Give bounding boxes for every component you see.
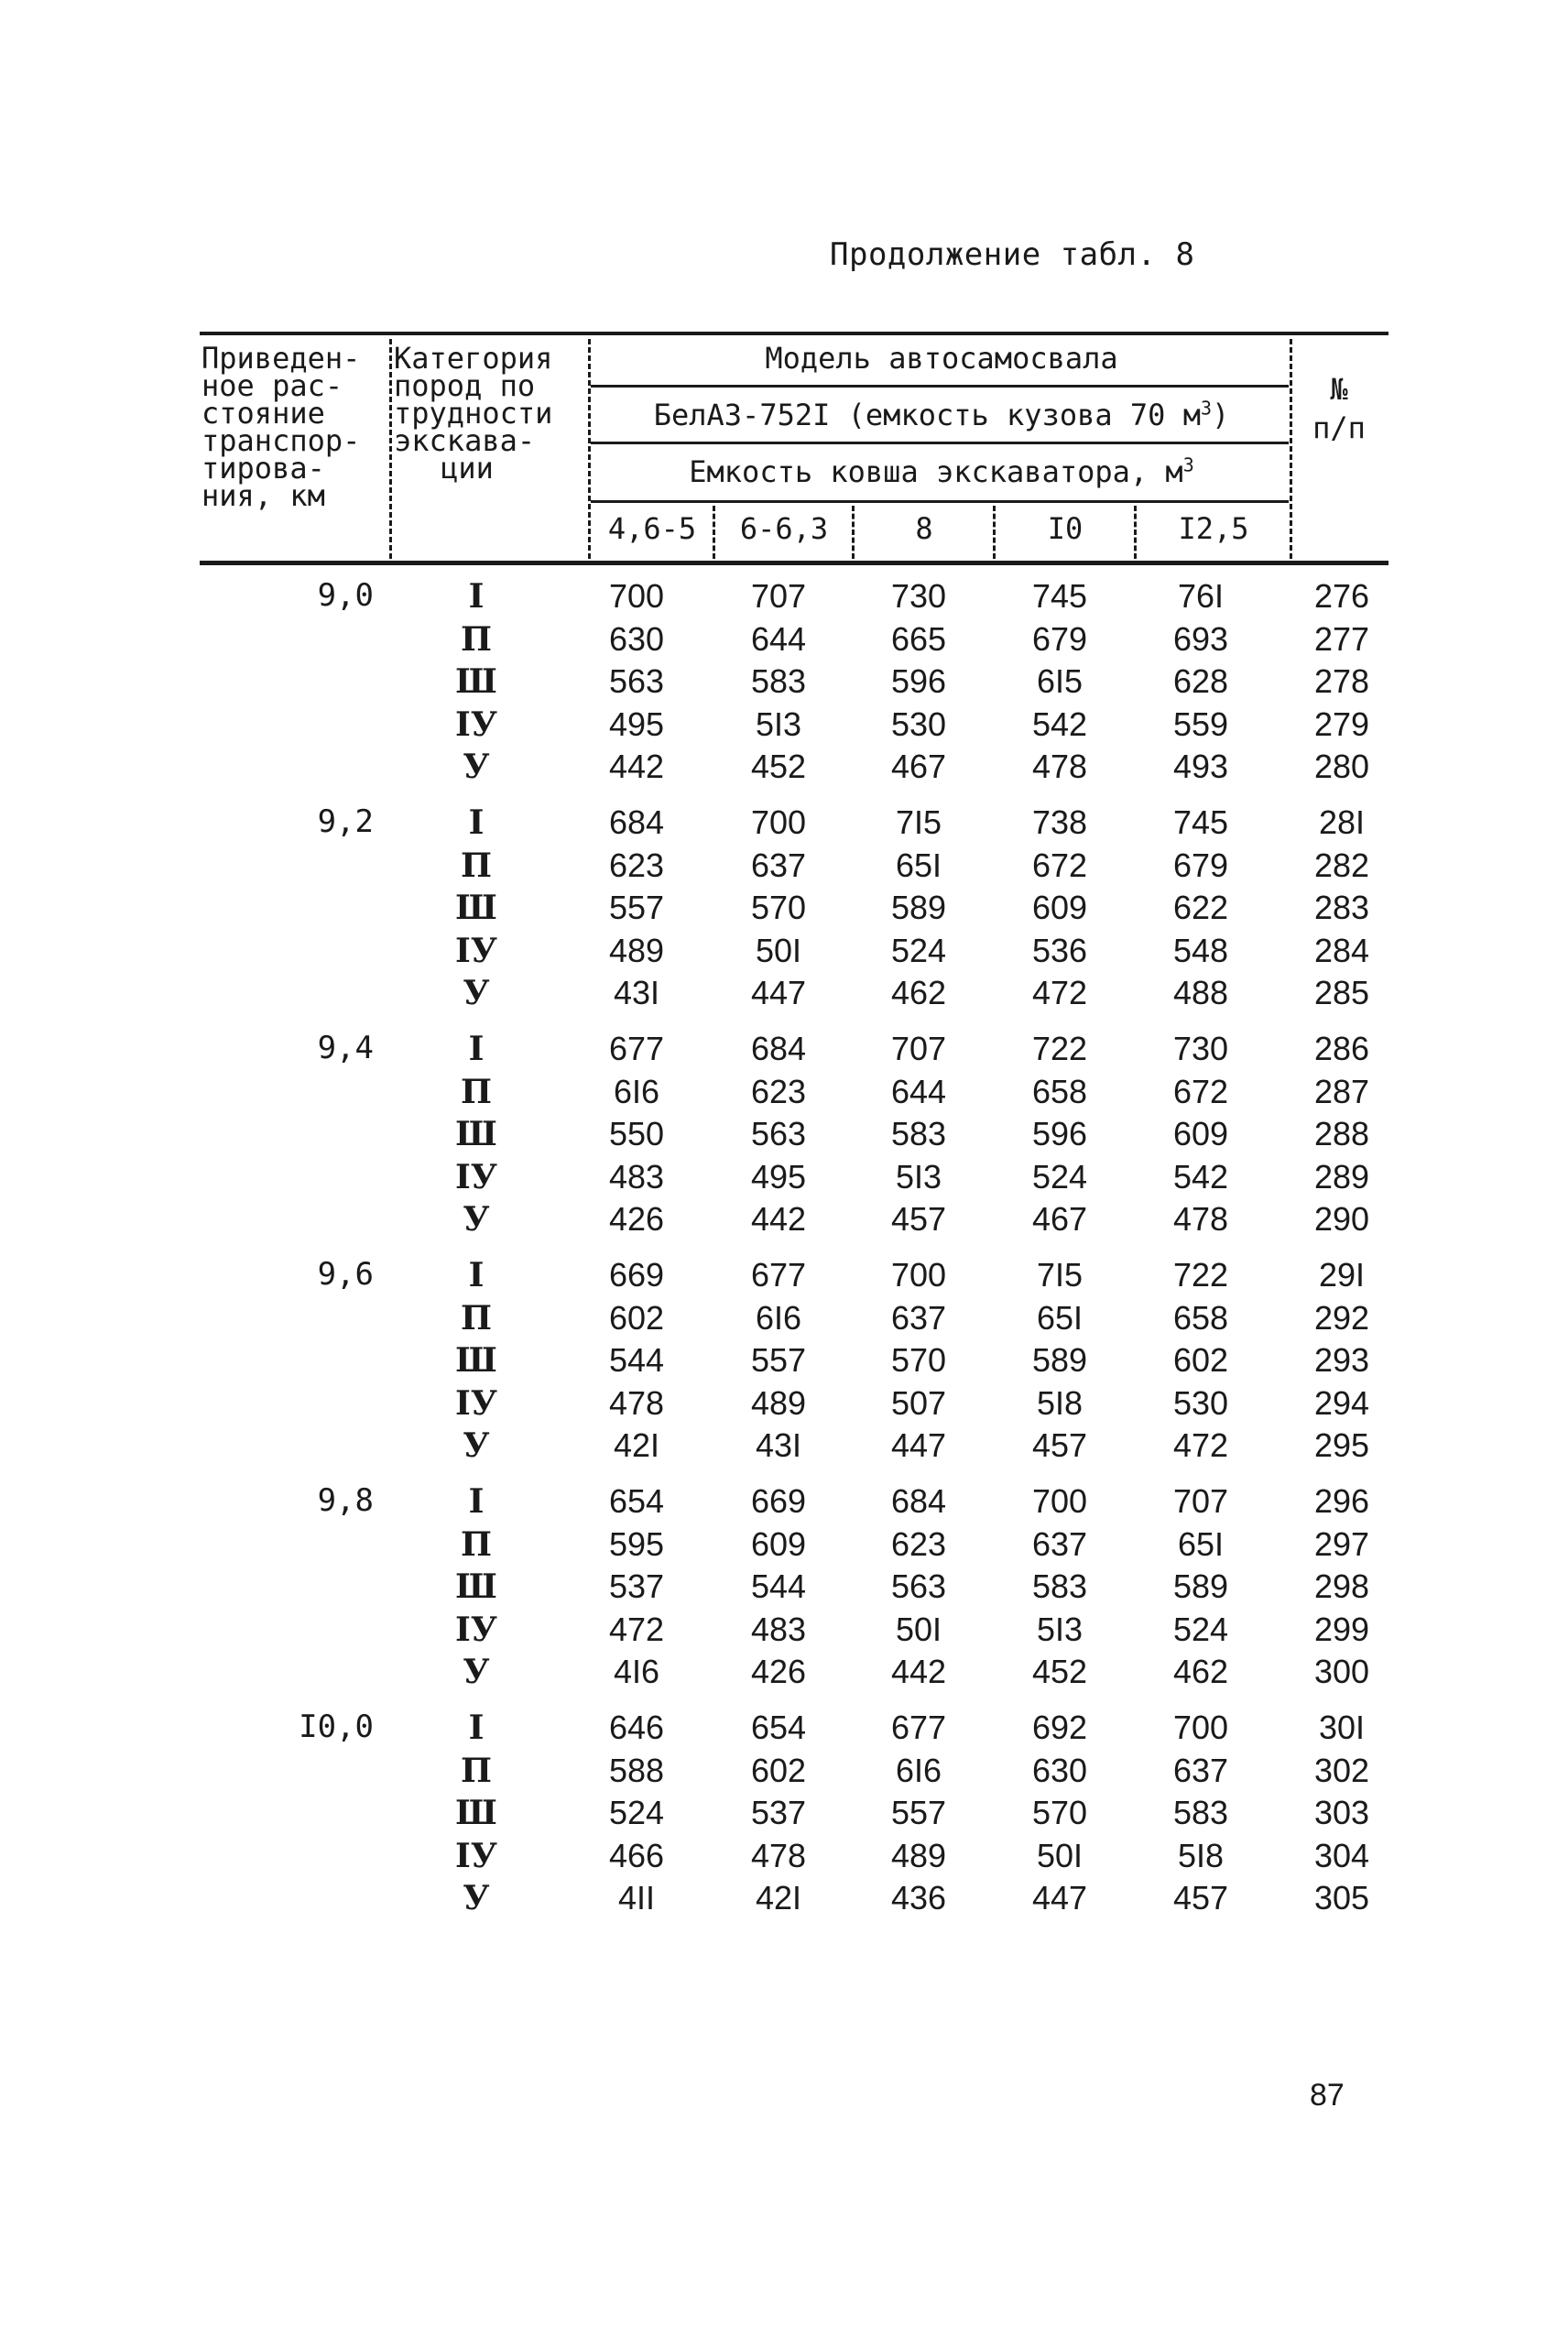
- header-distance-line: ния, км: [201, 478, 325, 513]
- table-row: [0, 1426, 1568, 1469]
- header-truck-close: ): [1212, 398, 1230, 432]
- value-cell: 745: [1172, 803, 1229, 841]
- category-value: IУ: [454, 1610, 498, 1649]
- value-cell: 4II: [617, 1879, 656, 1916]
- row-number: 30I: [1318, 1709, 1366, 1746]
- table-row: [0, 1256, 1568, 1299]
- table-row: [0, 1709, 1568, 1752]
- row-number: 277: [1313, 619, 1370, 658]
- header-bucket-label: Емкость ковша экскаватора, м: [689, 454, 1183, 489]
- value-cell: 42I: [755, 1879, 802, 1916]
- value-cell: 5I3: [1036, 1610, 1083, 1648]
- row-number: 288: [1313, 1115, 1370, 1152]
- row-number: 304: [1313, 1836, 1370, 1874]
- category-value: П: [461, 1298, 492, 1338]
- row-number: 298: [1313, 1567, 1370, 1605]
- table-caption: Продолжение табл. 8: [830, 236, 1195, 273]
- table-body: [0, 577, 1568, 1935]
- model-rule: [591, 385, 1289, 388]
- value-cell: 442: [890, 1653, 947, 1690]
- value-cell: 467: [1031, 1200, 1088, 1238]
- value-cell: 542: [1031, 704, 1088, 743]
- category-value: У: [463, 974, 490, 1012]
- value-cell: 658: [1031, 1072, 1088, 1110]
- header-distance-line: транспор-: [201, 423, 361, 458]
- value-cell: 602: [750, 1751, 807, 1789]
- header-bucket: [593, 453, 1290, 489]
- value-cell: 489: [750, 1383, 807, 1422]
- table-row: [0, 1525, 1568, 1568]
- value-cell: 472: [1031, 974, 1088, 1011]
- value-cell: 609: [750, 1524, 807, 1563]
- row-number: 278: [1313, 662, 1370, 700]
- value-cell: 50I: [755, 931, 802, 969]
- header-number: [1293, 372, 1385, 445]
- distance-value: 9,4: [317, 1030, 374, 1066]
- header-truck-sup: 3: [1200, 397, 1212, 420]
- value-cell: 462: [890, 974, 947, 1011]
- bucket-sep-2: [852, 506, 855, 559]
- value-cell: 646: [608, 1709, 665, 1746]
- value-cell: 466: [608, 1836, 665, 1874]
- table-row: [0, 1200, 1568, 1243]
- category-value: I: [468, 1030, 485, 1068]
- value-cell: 658: [1172, 1298, 1229, 1337]
- value-cell: 457: [890, 1200, 947, 1238]
- value-cell: 570: [1031, 1794, 1088, 1831]
- distance-value: 9,6: [317, 1256, 374, 1293]
- value-cell: 483: [750, 1610, 807, 1648]
- value-cell: 622: [1172, 889, 1229, 926]
- value-cell: 672: [1172, 1072, 1229, 1110]
- value-cell: 4I6: [613, 1653, 660, 1690]
- value-cell: 536: [1031, 931, 1088, 969]
- value-cell: 589: [1031, 1341, 1088, 1379]
- row-number: 285: [1313, 974, 1370, 1011]
- value-cell: 707: [890, 1030, 947, 1067]
- value-cell: 589: [890, 889, 947, 926]
- header-distance-line: стояние: [201, 396, 325, 431]
- value-cell: 436: [890, 1879, 947, 1916]
- table-row: [0, 1073, 1568, 1116]
- value-cell: 457: [1031, 1426, 1088, 1464]
- row-number: 282: [1313, 846, 1370, 884]
- table-row: [0, 748, 1568, 791]
- table-row: [0, 1158, 1568, 1201]
- value-cell: 609: [1031, 889, 1088, 926]
- value-cell: 467: [890, 748, 947, 785]
- value-cell: 483: [608, 1157, 665, 1196]
- value-cell: 524: [1031, 1157, 1088, 1196]
- header-distance-line: ное рас-: [201, 368, 343, 403]
- value-cell: 524: [608, 1794, 665, 1831]
- value-cell: 602: [1172, 1341, 1229, 1379]
- value-cell: 589: [1172, 1567, 1229, 1605]
- table-row: [0, 803, 1568, 846]
- table-row: [0, 932, 1568, 975]
- value-cell: 43I: [755, 1426, 802, 1464]
- value-cell: 596: [890, 662, 947, 700]
- category-value: IУ: [454, 704, 498, 744]
- category-value: П: [461, 619, 492, 659]
- value-cell: 478: [1172, 1200, 1229, 1238]
- bucket-size: I2,5: [1178, 511, 1249, 546]
- row-number: 305: [1313, 1879, 1370, 1916]
- row-number: 286: [1313, 1030, 1370, 1067]
- category-value: IУ: [454, 931, 498, 970]
- value-cell: 679: [1031, 619, 1088, 658]
- category-value: Ш: [455, 1567, 497, 1606]
- value-cell: 6I6: [613, 1072, 660, 1110]
- value-cell: 488: [1172, 974, 1229, 1011]
- value-cell: 637: [750, 846, 807, 884]
- header-category-line: пород по: [394, 368, 536, 403]
- value-cell: 707: [1172, 1482, 1229, 1520]
- value-cell: 722: [1031, 1030, 1088, 1067]
- row-number: 300: [1313, 1653, 1370, 1690]
- value-cell: 559: [1172, 704, 1229, 743]
- value-cell: 684: [750, 1030, 807, 1067]
- value-cell: 447: [890, 1426, 947, 1464]
- value-cell: 65I: [1177, 1524, 1225, 1563]
- row-number: 290: [1313, 1200, 1370, 1238]
- value-cell: 700: [608, 577, 665, 615]
- header-category-line: Категория: [394, 341, 553, 376]
- value-cell: 596: [1031, 1115, 1088, 1152]
- distance-group: [0, 577, 1568, 803]
- category-value: Ш: [455, 1794, 497, 1832]
- row-number: 276: [1313, 577, 1370, 615]
- table-row: [0, 662, 1568, 705]
- row-number: 28I: [1318, 803, 1366, 841]
- header-category-line: ции: [441, 451, 494, 486]
- value-cell: 583: [890, 1115, 947, 1152]
- value-cell: 602: [608, 1298, 665, 1337]
- value-cell: 700: [1172, 1709, 1229, 1746]
- value-cell: 684: [608, 803, 665, 841]
- value-cell: 700: [750, 803, 807, 841]
- row-number: 29I: [1318, 1256, 1366, 1294]
- category-value: I: [468, 1482, 485, 1521]
- category-value: IУ: [454, 1383, 498, 1423]
- value-cell: 563: [890, 1567, 947, 1605]
- header-distance: [201, 341, 385, 513]
- row-number: 289: [1313, 1157, 1370, 1196]
- category-value: IУ: [454, 1157, 498, 1196]
- value-cell: 457: [1172, 1879, 1229, 1916]
- row-number: 293: [1313, 1341, 1370, 1379]
- value-cell: 489: [608, 931, 665, 969]
- category-value: У: [463, 1653, 490, 1691]
- table-row: [0, 846, 1568, 890]
- row-number: 294: [1313, 1383, 1370, 1422]
- distance-group: [0, 1482, 1568, 1709]
- table-row: [0, 889, 1568, 932]
- row-number: 284: [1313, 931, 1370, 969]
- value-cell: 738: [1031, 803, 1088, 841]
- value-cell: 677: [890, 1709, 947, 1746]
- value-cell: 707: [750, 577, 807, 615]
- value-cell: 462: [1172, 1653, 1229, 1690]
- header-bottom-rule: [200, 561, 1388, 565]
- value-cell: 478: [608, 1383, 665, 1422]
- value-cell: 42I: [613, 1426, 660, 1464]
- category-value: Ш: [455, 662, 497, 701]
- value-cell: 557: [750, 1341, 807, 1379]
- value-cell: 630: [1031, 1751, 1088, 1789]
- value-cell: 730: [1172, 1030, 1229, 1067]
- table-row: [0, 1879, 1568, 1922]
- value-cell: 570: [890, 1341, 947, 1379]
- category-value: П: [461, 1751, 492, 1790]
- distance-group: [0, 1709, 1568, 1935]
- value-cell: 669: [608, 1256, 665, 1294]
- value-cell: 644: [890, 1072, 947, 1110]
- category-value: Ш: [455, 1115, 497, 1153]
- table-header: [0, 0, 1568, 586]
- row-number: 280: [1313, 748, 1370, 785]
- value-cell: 6I5: [1036, 662, 1083, 700]
- value-cell: 700: [1031, 1482, 1088, 1520]
- row-number: 295: [1313, 1426, 1370, 1464]
- table-row: [0, 1030, 1568, 1073]
- bucket-size: 6-6,3: [739, 511, 829, 546]
- value-cell: 472: [1172, 1426, 1229, 1464]
- value-cell: 7I5: [1036, 1256, 1083, 1294]
- value-cell: 447: [1031, 1879, 1088, 1916]
- value-cell: 583: [1172, 1794, 1229, 1831]
- value-cell: 452: [1031, 1653, 1088, 1690]
- value-cell: 692: [1031, 1709, 1088, 1746]
- value-cell: 478: [1031, 748, 1088, 785]
- row-number: 296: [1313, 1482, 1370, 1520]
- value-cell: 557: [608, 889, 665, 926]
- value-cell: 447: [750, 974, 807, 1011]
- value-cell: 583: [750, 662, 807, 700]
- category-value: I: [468, 1709, 485, 1747]
- value-cell: 548: [1172, 931, 1229, 969]
- category-value: IУ: [454, 1836, 498, 1875]
- table-row: [0, 1115, 1568, 1158]
- table-row: [0, 1752, 1568, 1795]
- value-cell: 537: [608, 1567, 665, 1605]
- table-row: [0, 1611, 1568, 1654]
- row-number: 283: [1313, 889, 1370, 926]
- value-cell: 630: [608, 619, 665, 658]
- value-cell: 583: [1031, 1567, 1088, 1605]
- value-cell: 677: [750, 1256, 807, 1294]
- category-value: У: [463, 1426, 490, 1465]
- value-cell: 609: [1172, 1115, 1229, 1152]
- value-cell: 654: [608, 1482, 665, 1520]
- row-number: 302: [1313, 1751, 1370, 1789]
- value-cell: 76I: [1177, 577, 1225, 615]
- distance-value: I0,0: [299, 1709, 374, 1745]
- value-cell: 50I: [1036, 1836, 1083, 1874]
- distance-value: 9,2: [317, 803, 374, 840]
- header-distance-line: тирова-: [201, 451, 325, 486]
- value-cell: 542: [1172, 1157, 1229, 1196]
- value-cell: 6I6: [755, 1298, 802, 1337]
- value-cell: 644: [750, 619, 807, 658]
- value-cell: 537: [750, 1794, 807, 1831]
- value-cell: 452: [750, 748, 807, 785]
- header-truck-label: БелАЗ-752I (емкость кузова 70 м: [653, 398, 1201, 432]
- value-cell: 43I: [613, 974, 660, 1011]
- header-top-rule: [200, 332, 1388, 335]
- category-value: У: [463, 748, 490, 786]
- row-number: 299: [1313, 1610, 1370, 1648]
- value-cell: 5I8: [1036, 1383, 1083, 1422]
- value-cell: 5I3: [895, 1157, 942, 1196]
- table-row: [0, 1341, 1568, 1384]
- col-sep-1: [389, 339, 392, 559]
- bucket-sep-4: [1134, 506, 1137, 559]
- value-cell: 5I3: [755, 704, 802, 743]
- bucket-size: 4,6-5: [607, 511, 697, 546]
- bucket-rule: [591, 500, 1289, 503]
- bucket-sep-3: [993, 506, 996, 559]
- category-value: У: [463, 1879, 490, 1917]
- value-cell: 507: [890, 1383, 947, 1422]
- value-cell: 637: [890, 1298, 947, 1337]
- row-number: 292: [1313, 1298, 1370, 1337]
- header-category: [394, 341, 586, 486]
- category-value: П: [461, 1072, 492, 1111]
- value-cell: 478: [750, 1836, 807, 1874]
- value-cell: 550: [608, 1115, 665, 1152]
- value-cell: 530: [890, 704, 947, 743]
- table-row: [0, 1794, 1568, 1837]
- category-value: П: [461, 846, 492, 885]
- value-cell: 679: [1172, 846, 1229, 884]
- value-cell: 628: [1172, 662, 1229, 700]
- value-cell: 557: [890, 1794, 947, 1831]
- value-cell: 588: [608, 1751, 665, 1789]
- row-number: 287: [1313, 1072, 1370, 1110]
- row-number: 279: [1313, 704, 1370, 743]
- table-row: [0, 577, 1568, 620]
- value-cell: 489: [890, 1836, 947, 1874]
- header-model-title: Модель автосамосвала: [765, 341, 1118, 376]
- value-cell: 495: [750, 1157, 807, 1196]
- value-cell: 700: [890, 1256, 947, 1294]
- value-cell: 730: [890, 577, 947, 615]
- value-cell: 623: [890, 1524, 947, 1563]
- header-bucket-sup: 3: [1182, 453, 1194, 476]
- value-cell: 722: [1172, 1256, 1229, 1294]
- value-cell: 672: [1031, 846, 1088, 884]
- value-cell: 50I: [895, 1610, 942, 1648]
- distance-value: 9,8: [317, 1482, 374, 1519]
- value-cell: 623: [608, 846, 665, 884]
- value-cell: 524: [890, 931, 947, 969]
- distance-group: [0, 1030, 1568, 1256]
- value-cell: 563: [750, 1115, 807, 1152]
- table-row: [0, 1482, 1568, 1525]
- bucket-size: 8: [915, 511, 933, 546]
- table-row: [0, 620, 1568, 663]
- value-cell: 623: [750, 1072, 807, 1110]
- value-cell: 595: [608, 1524, 665, 1563]
- table-row: [0, 1567, 1568, 1611]
- row-number: 303: [1313, 1794, 1370, 1831]
- value-cell: 544: [750, 1567, 807, 1605]
- table-row: [0, 974, 1568, 1017]
- table-row: [0, 1299, 1568, 1342]
- value-cell: 637: [1172, 1751, 1229, 1789]
- value-cell: 669: [750, 1482, 807, 1520]
- header-number-label: п/п: [1312, 410, 1366, 445]
- truck-rule: [591, 442, 1289, 444]
- table-row: [0, 705, 1568, 748]
- value-cell: 6I6: [895, 1751, 942, 1789]
- value-cell: 570: [750, 889, 807, 926]
- distance-group: [0, 1256, 1568, 1482]
- header-distance-line: Приведен-: [201, 341, 361, 376]
- category-value: П: [461, 1524, 492, 1564]
- value-cell: 426: [608, 1200, 665, 1238]
- value-cell: 495: [608, 704, 665, 743]
- category-value: Ш: [455, 889, 497, 927]
- bucket-sep-1: [713, 506, 715, 559]
- col-sep-3: [1290, 339, 1292, 559]
- page-number: 87: [1310, 2078, 1345, 2113]
- value-cell: 654: [750, 1709, 807, 1746]
- table-row: [0, 1384, 1568, 1427]
- category-value: I: [468, 1256, 485, 1294]
- value-cell: 665: [890, 619, 947, 658]
- value-cell: 693: [1172, 619, 1229, 658]
- value-cell: 684: [890, 1482, 947, 1520]
- row-number: 297: [1313, 1524, 1370, 1563]
- value-cell: 745: [1031, 577, 1088, 615]
- table-row: [0, 1653, 1568, 1696]
- header-number-symbol: №: [1330, 372, 1348, 407]
- value-cell: 544: [608, 1341, 665, 1379]
- category-value: I: [468, 577, 485, 616]
- distance-value: 9,0: [317, 577, 374, 614]
- value-cell: 493: [1172, 748, 1229, 785]
- value-cell: 563: [608, 662, 665, 700]
- value-cell: 7I5: [895, 803, 942, 841]
- category-value: У: [463, 1200, 490, 1239]
- header-category-line: трудности: [394, 396, 553, 431]
- header-category-line: экскава-: [394, 423, 536, 458]
- bucket-size: I0: [1047, 511, 1083, 546]
- value-cell: 637: [1031, 1524, 1088, 1563]
- value-cell: 65I: [895, 846, 942, 884]
- col-sep-2: [588, 339, 591, 559]
- value-cell: 677: [608, 1030, 665, 1067]
- value-cell: 5I8: [1177, 1836, 1225, 1874]
- distance-group: [0, 803, 1568, 1030]
- value-cell: 442: [750, 1200, 807, 1238]
- value-cell: 65I: [1036, 1298, 1083, 1337]
- value-cell: 524: [1172, 1610, 1229, 1648]
- table-row: [0, 1837, 1568, 1880]
- value-cell: 472: [608, 1610, 665, 1648]
- value-cell: 442: [608, 748, 665, 785]
- header-truck: [593, 397, 1290, 432]
- value-cell: 426: [750, 1653, 807, 1690]
- value-cell: 530: [1172, 1383, 1229, 1422]
- category-value: Ш: [455, 1341, 497, 1380]
- category-value: I: [468, 803, 485, 842]
